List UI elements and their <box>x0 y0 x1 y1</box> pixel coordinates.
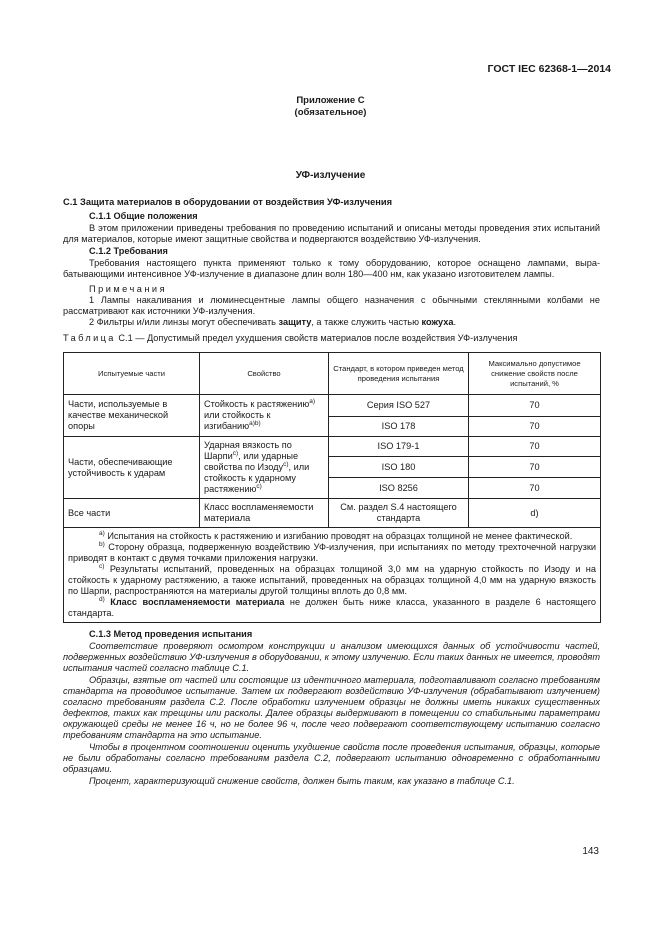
table-cell-standard: ISO 180 <box>329 457 469 478</box>
document-body <box>63 197 600 788</box>
table-cell-standard: См. раздел S.4 настоящего стандарта <box>329 499 469 528</box>
table-header-cell: Испытуемые части <box>64 353 200 395</box>
page-number: 143 <box>582 846 599 857</box>
footnote-c: $^{c)}$ Результаты испытаний, проведенных на образцах толщиной 3,0 мм на ударную стойкость по Изоду и на стойкость к ударному растяжению, а также испытаний, проведенных на образцах толщиной 4,0 мм на ударную вязкость по Шарпи, распространяются на материалы другой толщины вплоть до 0,8 мм. <box>68 562 596 596</box>
annex-title: Приложение С <box>296 95 365 106</box>
table-row <box>64 499 601 528</box>
section-c12-text: Требования настоящего пункта применяют только к тому оборудованию, которое оснащено лампами, вырабатывающими интенсивное УФ-излучение в диапазоне длин волн 180—400 нм, как указано изготовителем лампы. <box>63 258 600 279</box>
table-row <box>64 437 601 457</box>
table-cell-value: 70 <box>469 457 601 478</box>
table-cell-value: 70 <box>469 395 601 417</box>
table-row <box>64 395 601 417</box>
footnote-a: $^{a)}$ Испытания на стойкость к растяжению и изгибанию проводят на образцах толщиной не менее фактической. <box>99 529 573 541</box>
table-cell-value: 70 <box>469 437 601 457</box>
footnote-d: $^{d)}$ Класс воспламеняемости материала не должен быть ниже класса, указанного в разделе 6 настоящего стандарта. <box>68 595 596 618</box>
table-header-cell: Свойство <box>200 353 329 395</box>
standard-designation: ГОСТ IEC 62368-1—2014 <box>487 63 611 75</box>
table-footnotes <box>64 528 601 623</box>
table-caption: Таблица С.1 — Допустимый предел ухудшения свойств материалов после воздействия УФ-излучения <box>63 333 518 343</box>
materials-table <box>63 352 601 623</box>
table-header-cell: Максимально допустимое снижение свойств после испытаний, % <box>469 353 601 395</box>
table-cell-standard: ISO 178 <box>329 417 469 437</box>
note-2: 2 Фильтры и/или линзы могут обеспечивать защиту, а также служить частью кожуха. <box>89 317 457 327</box>
annex-status: (обязательное) <box>294 107 367 118</box>
section-c13-paragraph-4: Процент, характеризующий снижение свойств, должен быть таким, как указано в таблице С.1. <box>89 776 515 786</box>
section-c13-paragraph-3: Чтобы в процентном соотношении оценить ухудшение свойств после проведения испытания, образцы, которые не были обработаны согласно требованиям раздела С.2, подвергают испытанию одновременно с обработанными образцами. <box>63 742 600 774</box>
section-c11-heading: С.1.1 Общие положения <box>89 211 198 221</box>
page-title: УФ-излучение <box>295 170 366 181</box>
notes-heading: Примечания <box>89 284 168 294</box>
note-1: 1 Лампы накаливания и люминесцентные лампы общего назначения с обычными стеклянными колбами не рассматривают как источники УФ-излучения. <box>63 295 600 316</box>
table-cell-value: 70 <box>469 417 601 437</box>
table-header-row <box>64 353 601 395</box>
table-cell-standard: Серия ISO 527 <box>329 395 469 417</box>
table-cell-property: Класс воспламеняемости материала <box>200 499 329 528</box>
section-c13-paragraph-2: Образцы, взятые от частей или состоящие из идентичного материала, подготавливают согласно требованиям стандарта на проводимое испытание. Затем их подвергают воздействию УФ-излучения (обрабатывают излучением) согласно требованиям раздела С.2. После обработки излучением образцы не должны иметь никаких существенных дефектов, таких как трещины или расколы. Далее образцы выдерживают в помещении со стабильными параметрами окружающей среды не менее 16 ч, но не более 96 ч, после чего подвергают соответствующему испытанию согласно требованиям стандарта на это испытание. <box>63 675 600 740</box>
table-cell-property: Стойкость к растяжению$^{a)}$ или стойкость к изгибанию$^{a)b)}$ <box>200 395 329 437</box>
table-footnotes-row <box>64 528 601 623</box>
annex-heading <box>0 95 661 119</box>
table-cell-standard: ISO 8256 <box>329 478 469 499</box>
table-header-cell: Стандарт, в котором приведен метод проведения испытания <box>329 353 469 395</box>
table-cell-part: Все части <box>64 499 200 528</box>
section-c13-heading: С.1.3 Метод проведения испытания <box>89 629 253 639</box>
section-c11-text: В этом приложении приведены требования по проведению испытаний и описаны методы проведения этих испытаний для материалов, которые имеют защитные свойства и подвергаются воздействию УФ-излучения. <box>63 223 600 244</box>
section-c12-heading: С.1.2 Требования <box>89 246 168 256</box>
table-cell-value: d) <box>469 499 601 528</box>
footnote-b: $^{b)}$ Сторону образца, подверженную воздействию УФ-излучения, при испытаниях по методу трехточечной нагрузки приводят в контакт с двумя точками приложения нагрузки. <box>68 540 596 563</box>
table-cell-property: Ударная вязкость по Шарпи$^{c)}$, или ударные свойства по Изоду$^{c)}$, или стойкость к ударному растяжению$^{c)}$ <box>200 437 329 499</box>
table-cell-value: 70 <box>469 478 601 499</box>
table-cell-part: Части, используемые в качестве механической опоры <box>64 395 200 437</box>
table-cell-part: Части, обеспечивающие устойчивость к ударам <box>64 437 200 499</box>
section-c1-heading: С.1 Защита материалов в оборудовании от воздействия УФ-излучения <box>63 197 393 207</box>
section-c13-paragraph-1: Соответствие проверяют осмотром конструкции и анализом имеющихся данных об устойчивости частей, подверженных воздействию УФ-излучения в оборудовании, к этому излучению. Если таких данных не имеется, проводят испытания частей согласно таблице С.1. <box>63 641 600 673</box>
table-cell-standard: ISO 179-1 <box>329 437 469 457</box>
